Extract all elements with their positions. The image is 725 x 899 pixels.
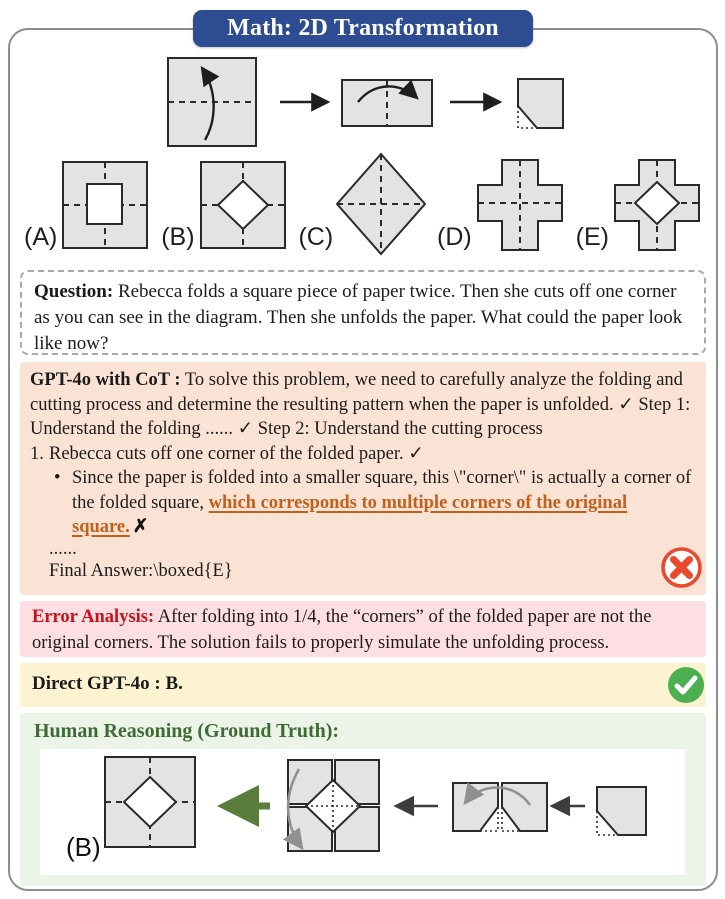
direct-gpt4o-box	[20, 663, 706, 707]
category-title: Math: 2D Transformation	[227, 15, 499, 41]
second-unfold-step-icon	[288, 760, 379, 851]
category-banner	[193, 10, 533, 47]
question-box	[20, 270, 706, 355]
folded-cut-square-icon	[597, 787, 646, 835]
option-b-label: (B)	[161, 223, 195, 251]
human-reasoning-label: Human Reasoning (Ground Truth):	[34, 720, 340, 742]
cot-intro-text: To solve this problem, we need to carefully analyze the folding and cutting process and determine the resulting pattern when the paper is unfolded. ✓ Step 1: Understand the folding ...... ✓ Step 2: Understand the cutting process	[30, 370, 691, 439]
cot-bullet-item	[30, 466, 694, 540]
wrong-mark: ✗	[132, 517, 149, 537]
option-d-shape-icon	[475, 152, 565, 256]
correct-check-icon	[667, 666, 705, 704]
fold-step2-rectangle-icon	[342, 80, 432, 126]
ground-truth-answer-label: (B)	[66, 832, 101, 862]
cot-ellipsis: ......	[49, 538, 77, 559]
option-a-shape-icon	[60, 152, 150, 256]
unfolded-result-icon	[105, 757, 195, 847]
human-reasoning-box	[20, 713, 706, 886]
fold-sequence-diagram	[160, 52, 600, 152]
cot-intro	[30, 368, 694, 442]
cot-label: GPT-4o with CoT :	[30, 370, 181, 390]
option-a	[24, 152, 150, 256]
cot-final-answer: Final Answer:\boxed{E}	[49, 560, 233, 581]
fold-step3-cut-square-icon	[518, 79, 563, 128]
option-b-shape-icon	[198, 152, 288, 256]
option-e-shape-icon	[612, 152, 702, 256]
cot-step-number: 1.	[30, 443, 44, 464]
cot-bullet-prefix: Since the paper is folded into a smaller square, this \"corner\" is actually a corner of the folded square,	[72, 468, 692, 513]
option-c-label: (C)	[298, 223, 334, 251]
ground-truth-panel	[40, 749, 685, 875]
error-analysis-text: After folding into 1/4, the “corners” of the folded paper are not the original corners. The solution fails to properly simulate the unfolding process.	[32, 607, 652, 653]
option-d	[437, 152, 565, 256]
gpt4o-cot-box	[20, 362, 706, 595]
error-analysis-box	[20, 601, 706, 657]
fold-step1-square-icon	[168, 58, 256, 146]
answer-options-row	[24, 152, 702, 256]
cot-bullet-text	[72, 466, 694, 540]
option-d-label: (D)	[437, 223, 472, 251]
option-b	[161, 152, 287, 256]
cot-error-highlight: which corresponds to multiple corners of the original square.	[72, 492, 628, 537]
option-c-shape-icon	[336, 152, 426, 256]
unfolding-diagram	[40, 749, 685, 875]
option-e	[576, 152, 702, 256]
incorrect-cross-icon	[660, 546, 703, 589]
error-analysis-label: Error Analysis:	[32, 607, 155, 627]
question-text: Rebecca folds a square piece of paper twice. Then she cuts off one corner as you can see in the diagram. Then she unfolds the paper. What could the paper look like now?	[34, 281, 683, 354]
cot-step-text: Rebecca cuts off one corner of the folded paper. ✓	[49, 443, 424, 464]
first-unfold-step-icon	[453, 783, 547, 831]
bullet-glyph: •	[54, 468, 61, 488]
option-e-label: (E)	[575, 223, 609, 251]
option-a-label: (A)	[24, 223, 58, 251]
cot-step-item	[30, 442, 694, 467]
direct-gpt4o-label: Direct GPT-4o : B.	[32, 673, 183, 694]
option-c	[298, 152, 426, 256]
question-label: Question:	[34, 281, 114, 302]
